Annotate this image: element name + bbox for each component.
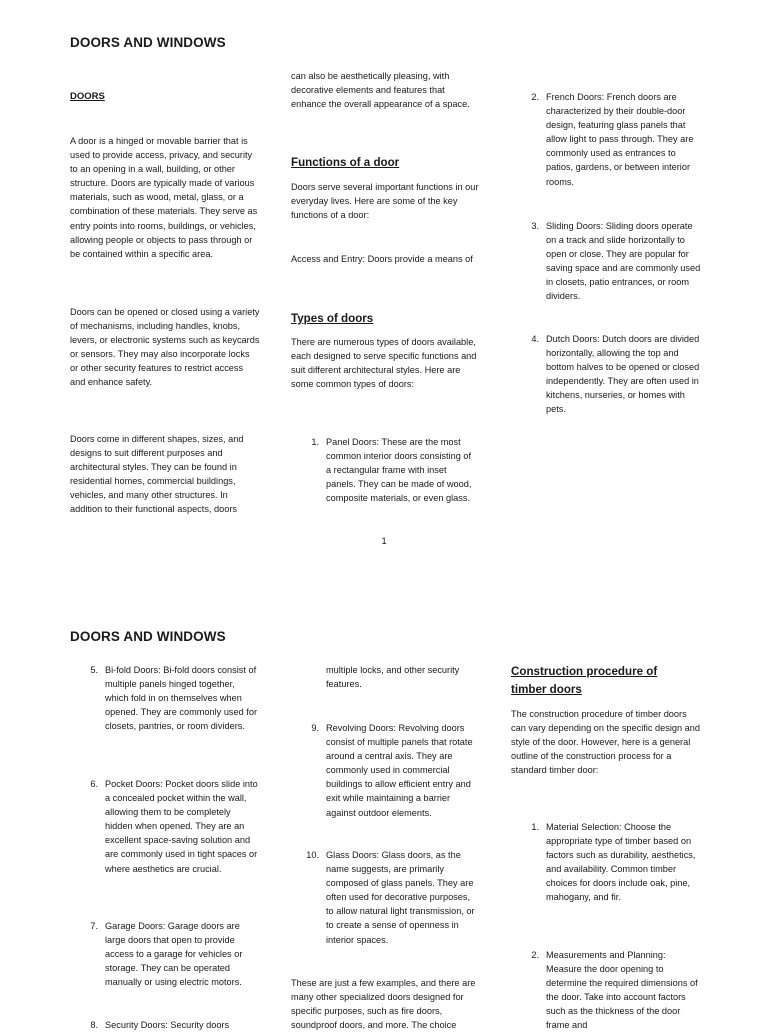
- list-item: [70, 777, 258, 876]
- list-number: 2.: [531, 92, 539, 102]
- paragraph: [70, 432, 260, 517]
- list-item-9: [291, 721, 476, 820]
- paragraph-door-definition: A door is a hinged or movable barrier that is used to provide access, privacy, and security to an opening in a wall, building, or other structure. Doors are typically made of various materials, such as wood, metal, glass, or a combination of these materials. They serve as entry points into rooms, buildings, or vehicles, allowing people or objects to pass through or be contained within a specific area.: [70, 136, 258, 259]
- list-number: 6.: [90, 779, 98, 789]
- column-1: [70, 90, 260, 104]
- types-section: [291, 310, 481, 328]
- list-number: 7.: [90, 921, 98, 931]
- list-number: 10.: [306, 850, 319, 860]
- list-number: 8.: [90, 1020, 98, 1030]
- list-item: [70, 919, 258, 989]
- list-text: Security Doors: Security doors: [105, 1020, 230, 1030]
- list-text: Sliding Doors: Sliding doors operate on a track and slide horizontally to open or close. They are popular for saving space and are commonly used in closets, patio entrances, or room dividers.: [546, 221, 701, 302]
- list-item: [70, 1018, 258, 1032]
- paragraph: [291, 335, 481, 391]
- page-number: 1: [381, 536, 387, 546]
- list-number: 1.: [531, 822, 539, 832]
- document-page-2: [0, 615, 768, 1031]
- column-2: [291, 69, 481, 111]
- list-item-6: [70, 777, 258, 876]
- construction-intro: The construction procedure of timber doors can vary depending on the specific design and style of the door. However, here is a general outline of the construction process for a standard timber door:: [511, 709, 700, 776]
- paragraph: [291, 252, 481, 266]
- list-item: [511, 820, 701, 905]
- list-text: Dutch Doors: Dutch doors are divided horizontally, allowing the top and bottom halves to be opened or closed independently. They are often used in kitchens, nurseries, or homes with pets.: [546, 334, 700, 415]
- paragraph: [70, 134, 260, 261]
- list-item: [511, 90, 701, 189]
- list-item: [511, 219, 701, 304]
- list-number: 9.: [311, 723, 319, 733]
- list-item-3: [511, 219, 701, 304]
- types-heading: Types of doors: [291, 312, 374, 325]
- list-text: Panel Doors: These are the most common interior doors consisting of a rectangular frame with inset panels. They can be made of wood, composite materials, or even glass.: [326, 437, 472, 504]
- list-item-10: [291, 848, 476, 947]
- list-item: [511, 948, 701, 1033]
- access-entry-text: Access and Entry: Doors provide a means of: [291, 254, 473, 264]
- construction-heading: Construction procedure of timber doors: [511, 665, 658, 696]
- list-item: [291, 435, 476, 505]
- paragraph-continued: can also be aesthetically pleasing, with decorative elements and features that enhance the overall appearance of a space.: [291, 71, 470, 110]
- closing-paragraph: These are just a few examples, and there are many other specialized doors designed for specific purposes, such as fire doors, soundproof doors, and more. The choice: [291, 978, 476, 1031]
- list-item: [291, 848, 476, 947]
- paragraph-door-designs: Doors come in different shapes, sizes, and designs to suit different purposes and architectural styles. They can be found in residential homes, commercial buildings, vehicles, and many other structures. In addition to their functional aspects, doors: [70, 434, 244, 515]
- functions-section: [291, 154, 481, 172]
- list-item-2: [511, 90, 701, 189]
- list-number: 2.: [531, 950, 539, 960]
- list-item: [70, 663, 258, 733]
- paragraph: [291, 976, 483, 1032]
- list-item-5: [70, 663, 258, 733]
- list-item: [511, 332, 701, 417]
- paragraph-door-mechanisms: Doors can be opened or closed using a variety of mechanisms, including handles, knobs, levers, or electronic systems such as keycards or sensors. They may also incorporate locks or other security features to restrict access and enhance safety.: [70, 307, 260, 388]
- list-text: Measurements and Planning: Measure the door opening to determine the required dimensions of the door. Take into account factors such as the thickness of the door frame and: [546, 950, 698, 1031]
- list-number: 1.: [311, 437, 319, 447]
- list-item-7: [70, 919, 258, 989]
- step-1: [511, 820, 701, 905]
- doors-heading: DOORS: [70, 91, 105, 102]
- page-title: DOORS AND WINDOWS: [70, 35, 226, 50]
- functions-intro: Doors serve several important functions in our everyday lives. Here are some of the key functions of a door:: [291, 182, 479, 221]
- list-text: Revolving Doors: Revolving doors consist of multiple panels that rotate around a central axis. They are commonly used in commercial buildings to allow efficient entry and exit while maintaining a barrier against outdoor elements.: [326, 723, 473, 818]
- list-item-8: [70, 1018, 258, 1032]
- page-title: DOORS AND WINDOWS: [70, 629, 226, 644]
- list-text: Material Selection: Choose the appropriate type of timber based on factors such as durability, aesthetics, and availability. Common timber choices for doors include oak, pine, mahogany, and fir.: [546, 822, 696, 903]
- list-text: Glass Doors: Glass doors, as the name suggests, are primarily composed of glass panels. They are often used for decorative purposes, to allow natural light transmission, or to create a sense of openness in interior spaces.: [326, 850, 475, 945]
- list-number: 4.: [531, 334, 539, 344]
- list-text: Garage Doors: Garage doors are large doors that open to provide access to a garage for vehicles or storage. They can be operated manually or using electric motors.: [105, 921, 243, 988]
- page-gap: [0, 575, 768, 615]
- list-continued: multiple locks, and other security features.: [326, 665, 460, 690]
- paragraph: [70, 305, 260, 390]
- step-2: [511, 948, 701, 1033]
- list-item: [291, 721, 476, 820]
- types-intro: There are numerous types of doors available, each designed to serve specific functions and suit different architectural styles. Here are some common types of doors:: [291, 337, 477, 390]
- list-text: French Doors: French doors are characterized by their double-door design, featuring glass panels that allow light to pass through. They are commonly used as entrances to patios, gardens, or between interior rooms.: [546, 92, 694, 187]
- paragraph: [326, 663, 476, 691]
- list-item-1: [291, 435, 476, 505]
- list-number: 5.: [90, 665, 98, 675]
- functions-heading: Functions of a door: [291, 156, 400, 169]
- list-text: Bi-fold Doors: Bi-fold doors consist of multiple panels hinged together, which fold in on themselves when opened. They are commonly used for closets, pantries, or room dividers.: [105, 665, 258, 732]
- list-text: Pocket Doors: Pocket doors slide into a concealed pocket within the wall, allowing them to be completely hidden when opened. They are an excellent space-saving solution and are commonly used in tight spaces or where aesthetics are crucial.: [105, 779, 258, 874]
- paragraph: [511, 707, 701, 777]
- paragraph: [291, 180, 481, 222]
- list-number: 3.: [531, 221, 539, 231]
- list-item-4: [511, 332, 701, 417]
- construction-section: [511, 663, 686, 698]
